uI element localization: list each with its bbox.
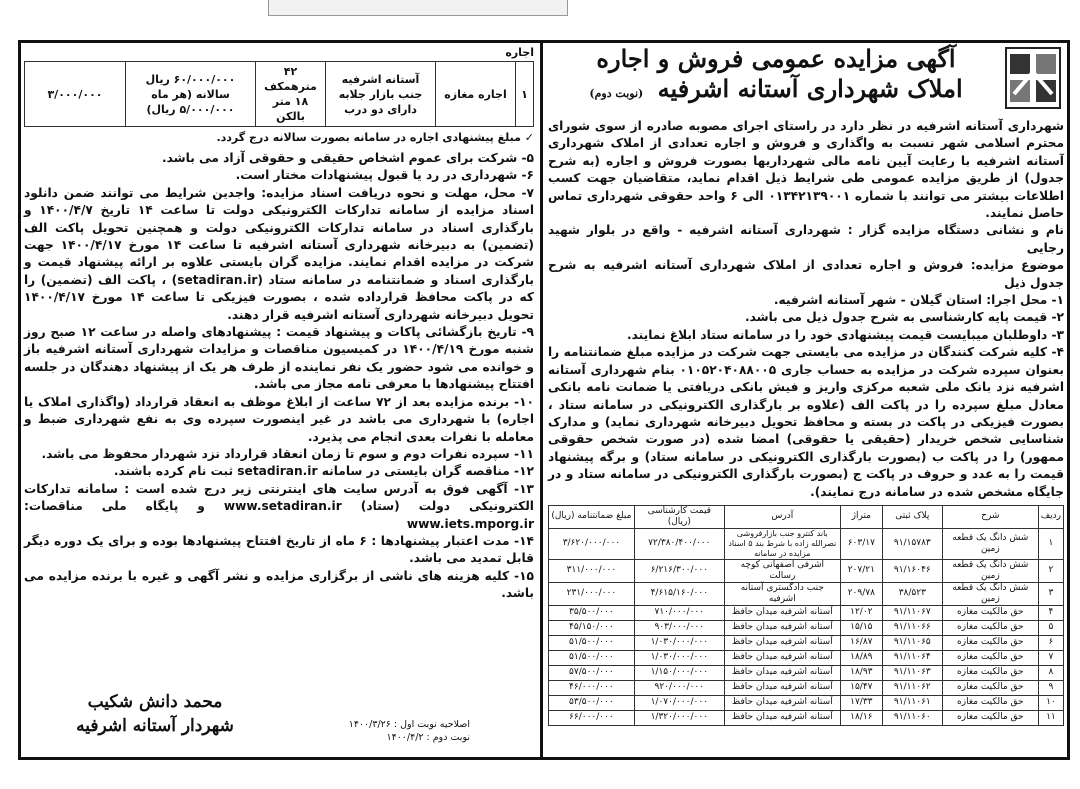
checkmark-icon: ✓ <box>520 131 534 144</box>
cell-plaque: ۹۱/۱۱۰۶۷ <box>882 605 942 620</box>
col-header-plaque: پلاک ثبتی <box>882 505 942 528</box>
cell-row-number: ۳ <box>1038 582 1063 605</box>
cell-appraisal: ۱/۱۵۰/۰۰۰/۰۰۰ <box>634 665 724 680</box>
col-header-row-number: ردیف <box>1038 505 1063 528</box>
cell-appraisal: ۱/۳۲۰/۰۰۰/۰۰۰ <box>634 710 724 725</box>
cell-appraisal: ۴/۶۱۵/۱۶۰/۰۰۰ <box>634 582 724 605</box>
table-row <box>549 650 1064 665</box>
column-divider <box>540 40 543 760</box>
cell-plaque: ۹۱/۱۶۰۴۶ <box>882 559 942 582</box>
cell-guarantee: ۴۶/۰۰۰/۰۰۰ <box>549 680 635 695</box>
condition-10: ۱۰- برنده مزایده بعد از ۷۲ ساعت از ابلاغ موظف به انعقاد قرارداد (واگذاری املاک یا اجاره) با شهرداری می باشد در غیر اینصورت سپرده وی به نفع شهرداری ضبط و معامله با نفرات بعدی انجام می پذیرد. <box>24 394 534 444</box>
cell-address: آستانه اشرفیه میدان حافظ <box>724 665 840 680</box>
cell-area: ۱۸/۱۶ <box>840 710 882 725</box>
cell-area: ۲۰۷/۲۱ <box>840 559 882 582</box>
title-line-2-text: املاک شهرداری آستانه اشرفیه <box>657 74 963 103</box>
condition-9: ۹- تاریخ بازگشائی پاکات و پیشنهاد قیمت : پیشنهادهای واصله در ساعت ۱۲ صبح روز شنبه مورخ ۱۴۰۰/۴/۱۹ در کمیسیون مناقصات و مزایدات شهرداری آستانه اشرفیه باز و خوانده می شود حضور یک نفر نماینده از طرف هر یک از پیشنهاد دهندگان در جلسه افتتاح پیشنهادها با معرفی نامه مجاز می باشد. <box>24 325 534 392</box>
cell-plaque: ۳۸/۵۲۳ <box>882 582 942 605</box>
cell-address: آستانه اشرفیه میدان حافظ <box>724 620 840 635</box>
table-row <box>549 605 1064 620</box>
cell-area: ۱۸/۸۹ <box>840 650 882 665</box>
cell-address: باند کنترو جنب بازارفروشی نصرالله زاده با شرط بند ۵ اسناد مزایده در سامانه <box>724 528 840 559</box>
cell-area: ۱۲/۰۲ <box>840 605 882 620</box>
cell-guarantee: ۵۳/۵۰۰/۰۰۰ <box>549 695 635 710</box>
item-4: ۴- کلیه شرکت کنندگان در مزایده می بایستی جهت شرکت در مزایده مبلغ ضمانتنامه را بعنوان سپرده شرکت در مزایده به حساب جاری ۰۱۰۵۲۰۴۰۸۸۰۰۵ بنام شهرداری آستانه اشرفیه نزد بانک ملی شعبه مرکزی واریز و فیش بانکی دریافتی یا ضمانت نامه بانکی معادل مبلغ سپرده را در پاکت الف (علاوه بر بارگذاری الکترونیکی در سامانه ستاد ، بصورت فیزیکی در پاکت در بسته و محافظ تحویل دبیرخانه شهرداری نماید) و مدارک شناسایی شخص خریدار (حقیقی یا حقوقی) امضا شده (در صورت شخص حقوقی ممهور) را در پاکت ب (بصورت بارگذاری الکترونیکی در سامانه ستاد) و برگه پیشنهاد قیمت را به عدد و حروف در پاکت ج (بصورت بارگذاری الکترونیکی در سامانه ستاد و در جایگاه مشخص شده در سامانه درج نمایند). <box>548 345 1064 499</box>
table-row <box>549 582 1064 605</box>
cell-plaque: ۹۱/۱۱۰۶۵ <box>882 635 942 650</box>
cell-address: آستانه اشرفیه میدان حافظ <box>724 650 840 665</box>
col-header-description: شرح <box>942 505 1038 528</box>
condition-13: ۱۳- آگهی فوق به آدرس سایت های اینترنتی زیر درج شده است : سامانه تدارکات الکترونیکی دولت (ستاد) www.setadiran.ir و پایگاه ملی مناقصات: www.iets.mporg.ir <box>24 481 534 531</box>
col-header-appraisal: قیمت کارشناسی (ریال) <box>634 505 724 528</box>
table-row <box>549 710 1064 725</box>
correction-date: اصلاحیه نوبت اول : ۱۴۰۰/۳/۲۶ <box>348 719 470 730</box>
cell-guarantee: ۳۱۱/۰۰۰/۰۰۰ <box>549 559 635 582</box>
cell-plaque: ۹۱/۱۱۰۶۰ <box>882 710 942 725</box>
condition-14: ۱۴- مدت اعتبار پیشنهادها : ۶ ماه از تاریخ افتتاح پیشنهادها بوده و برای یک دوره دیگر قابل تمدید می باشد. <box>24 533 534 566</box>
top-strip <box>268 0 568 16</box>
item-3: ۳- داوطلبان میبایست قیمت پیشنهادی خود را در سامانه ستاد ابلاغ نمایند. <box>626 327 1064 342</box>
cell-address: آستانه اشرفیه میدان حافظ <box>724 680 840 695</box>
col-header-guarantee: مبلغ ضمانتنامه (ریال) <box>549 505 635 528</box>
signer-name: محمد دانش شکیب <box>87 692 223 712</box>
cell-row-number: ۶ <box>1038 635 1063 650</box>
cell-appraisal: ۹۰۳/۰۰۰/۰۰۰ <box>634 620 724 635</box>
table-header-row <box>549 505 1064 528</box>
cell-address: آستانه اشرفیه میدان حافظ <box>724 695 840 710</box>
table-row <box>549 635 1064 650</box>
notice-header <box>548 46 1064 118</box>
notice-round: (نوبت دوم) <box>589 87 644 100</box>
cell-area: ۲۰۹/۷۸ <box>840 582 882 605</box>
condition-6: ۶- شهرداری در رد یا قبول پیشنهادات مختار است. <box>235 168 534 183</box>
condition-15: ۱۵- کلیه هزینه های ناشی از برگزاری مزایده و نشر آگهی و غیره با برنده مزایده می باشد. <box>24 568 534 601</box>
lease-caption: اجاره <box>505 46 534 59</box>
cell-guarantee: ۴۵/۱۵۰/۰۰۰ <box>549 620 635 635</box>
cell-description: حق مالکیت مغازه <box>942 695 1038 710</box>
left-column <box>24 46 534 603</box>
table-row <box>549 620 1064 635</box>
cell-description: حق مالکیت مغازه <box>942 710 1038 725</box>
cell-appraisal: ۱/۰۷۰/۰۰۰/۰۰۰ <box>634 695 724 710</box>
cell-guarantee: ۶۶/۰۰۰/۰۰۰ <box>549 710 635 725</box>
lease-price: ۶۰/۰۰۰/۰۰۰ ریال سالانه (هر ماه ۵/۰۰۰/۰۰۰ ریال) <box>126 62 256 127</box>
right-column <box>548 46 1064 726</box>
cell-description: حق مالکیت مغازه <box>942 605 1038 620</box>
condition-12: ۱۲- مناقصه گران بایستی در سامانه setadiran.ir ثبت نام کرده باشند. <box>113 464 534 479</box>
cell-description: حق مالکیت مغازه <box>942 665 1038 680</box>
title-line-2 <box>556 74 996 109</box>
item-1: ۱- محل اجرا: استان گیلان - شهر آستانه اشرفیه. <box>773 293 1064 308</box>
lease-area: ۴۲ مترهمکف ۱۸ متر بالکن <box>256 62 326 127</box>
cell-description: شش دانگ یک قطعه زمین <box>942 528 1038 559</box>
subject-line: موضوع مزایده: فروش و اجاره تعدادی از املاک شهرداری آستانه اشرفیه به شرح جدول ذیل <box>548 258 1064 290</box>
table-row <box>549 695 1064 710</box>
intro-paragraph: شهرداری آستانه اشرفیه در نظر دارد در راستای اجرای مصوبه صادره از سوی شورای محترم اسلامی شهر نسبت به واگذاری و فروش و اجاره تعدادی از املاک شهرداری آستانه اشرفیه با رعایت آیین نامه مالی شهرداریها بصورت فروش و اجاره (به شرح جدول) از طریق مزایده عمومی طی شرایط ذیل اقدام نماید، متقاضیان جهت کسب اطلاعات بیشتر می توانند با شماره ۰۱۳۴۲۱۳۹۰۰۱ الی ۶ واحد حقوقی شهرداری تماس حاصل نمایند. <box>548 119 1064 221</box>
cell-description: حق مالکیت مغازه <box>942 680 1038 695</box>
col-header-address: آدرس <box>724 505 840 528</box>
cell-appraisal: ۱/۰۳۰/۰۰۰/۰۰۰ <box>634 650 724 665</box>
notice-title <box>556 44 996 109</box>
lease-address: آستانه اشرفیه جنب بازار جلابه دارای دو درب <box>326 62 436 127</box>
municipality-logo-icon <box>1004 46 1062 110</box>
cell-area: ۱۶/۸۷ <box>840 635 882 650</box>
cell-plaque: ۹۱/۱۱۰۶۶ <box>882 620 942 635</box>
lease-type: اجاره مغازه <box>436 62 516 127</box>
second-round-date: نوبت دوم : ۱۴۰۰/۴/۲ <box>386 732 470 743</box>
table-row <box>549 559 1064 582</box>
cell-row-number: ۴ <box>1038 605 1063 620</box>
cell-row-number: ۲ <box>1038 559 1063 582</box>
cell-description: حق مالکیت مغازه <box>942 650 1038 665</box>
cell-plaque: ۹۱/۱۱۰۶۳ <box>882 665 942 680</box>
cell-guarantee: ۲۳۱/۰۰۰/۰۰۰ <box>549 582 635 605</box>
cell-address: آستانه اشرفیه میدان حافظ <box>724 605 840 620</box>
publication-dates <box>300 718 470 744</box>
cell-plaque: ۹۱/۱۱۰۶۱ <box>882 695 942 710</box>
cell-description: حق مالکیت مغازه <box>942 620 1038 635</box>
table-row <box>549 665 1064 680</box>
cell-area: ۶۰۳/۱۷ <box>840 528 882 559</box>
cell-guarantee: ۵۱/۵۰۰/۰۰۰ <box>549 650 635 665</box>
organizer-line: نام و نشانی دستگاه مزایده گزار : شهرداری آستانه اشرفیه - واقع در بلوار شهید رجایی <box>548 223 1064 255</box>
cell-row-number: ۵ <box>1038 620 1063 635</box>
item-2: ۲- قیمت پایه کارشناسی به شرح جدول ذیل می باشد. <box>744 310 1064 325</box>
cell-address: آستانه اشرفیه میدان حافظ <box>724 635 840 650</box>
cell-plaque: ۹۱/۱۱۰۶۴ <box>882 650 942 665</box>
table-row <box>549 528 1064 559</box>
condition-5: ۵- شرکت برای عموم اشخاص حقیقی و حقوقی آزاد می باشد. <box>161 151 534 165</box>
cell-row-number: ۷ <box>1038 650 1063 665</box>
signature-block <box>60 690 250 738</box>
property-table <box>548 505 1064 726</box>
cell-address: جنب دادگستری آستانه اشرفیه <box>724 582 840 605</box>
table-row <box>25 62 534 127</box>
lease-note-text: مبلغ پیشنهادی اجاره در سامانه بصورت سالانه درج گردد. <box>216 131 521 144</box>
cell-appraisal: ۱/۰۳۰/۰۰۰/۰۰۰ <box>634 635 724 650</box>
lease-row-number: ۱ <box>516 62 534 127</box>
cell-area: ۱۵/۴۷ <box>840 680 882 695</box>
lease-table <box>24 61 534 127</box>
lease-guarantee: ۳/۰۰۰/۰۰۰ <box>25 62 126 127</box>
cell-address: آستانه اشرفیه میدان حافظ <box>724 710 840 725</box>
cell-guarantee: ۳۵/۵۰۰/۰۰۰ <box>549 605 635 620</box>
condition-7-8: ۷- محل، مهلت و نحوه دریافت اسناد مزایده: واجدین شرایط می توانند ضمن دانلود اسناد مزایده از سامانه تدارکات الکترونیکی دولت تا ساعت ۱۴ تاریخ ۱۴۰۰/۴/۷ و بارگذاری اسناد در سامانه تدارکات الکترونیکی دولت و همچنین تحویل پاکت الف (تضمین) به دبیرخانه شهرداری آستانه اشرفیه تا ساعت ۱۴ مورخ ۱۴۰۰/۴/۱۷ جهت شرکت در مزایده اقدام نمایند. مزایده گران بایستی علاوه بر ارائه پیشنهاد قیمت و بارگذاری اسناد و ضمانتنامه در سامانه ستاد (setadiran.ir) ، پاکت الف (تضمین) را که در پاکت محافظ قرارداده شده ، بصورت فیزیکی تا ساعت ۱۴ مورخ ۱۴۰۰/۴/۱۷ تحویل دبیرخانه شهرداری آستانه اشرفیه قرار دهند. <box>24 185 534 322</box>
cell-guarantee: ۵۷/۵۰۰/۰۰۰ <box>549 665 635 680</box>
condition-11: ۱۱- سپرده نفرات دوم و سوم تا زمان انعقاد قرارداد نزد شهردار محفوظ می باشد. <box>41 446 534 461</box>
lease-note <box>24 131 534 144</box>
cell-description: شش دانگ یک قطعه زمین <box>942 559 1038 582</box>
cell-area: ۱۵/۱۵ <box>840 620 882 635</box>
cell-address: اشرفی اصفهانی کوچه رسالت <box>724 559 840 582</box>
property-table-body <box>549 528 1064 725</box>
table-row <box>549 680 1064 695</box>
cell-guarantee: ۵۱/۵۰۰/۰۰۰ <box>549 635 635 650</box>
cell-row-number: ۹ <box>1038 680 1063 695</box>
cell-description: حق مالکیت مغازه <box>942 635 1038 650</box>
cell-plaque: ۹۱/۱۵۷۸۳ <box>882 528 942 559</box>
cell-area: ۱۷/۳۳ <box>840 695 882 710</box>
cell-area: ۱۸/۹۳ <box>840 665 882 680</box>
cell-row-number: ۸ <box>1038 665 1063 680</box>
title-line-1: آگهی مزایده عمومی فروش و اجاره <box>596 44 956 73</box>
cell-row-number: ۱۱ <box>1038 710 1063 725</box>
cell-appraisal: ۶/۲۱۶/۳۰۰/۰۰۰ <box>634 559 724 582</box>
cell-plaque: ۹۱/۱۱۰۶۲ <box>882 680 942 695</box>
cell-description: شش دانگ یک قطعه زمین <box>942 582 1038 605</box>
cell-appraisal: ۷۲/۳۸۰/۴۰۰/۰۰۰ <box>634 528 724 559</box>
cell-appraisal: ۹۲۰/۰۰۰/۰۰۰ <box>634 680 724 695</box>
cell-appraisal: ۷۱۰/۰۰۰/۰۰۰ <box>634 605 724 620</box>
cell-row-number: ۱ <box>1038 528 1063 559</box>
cell-guarantee: ۳/۶۲۰/۰۰۰/۰۰۰ <box>549 528 635 559</box>
col-header-area: متراژ <box>840 505 882 528</box>
cell-row-number: ۱۰ <box>1038 695 1063 710</box>
signer-role: شهردار آستانه اشرفیه <box>76 716 234 736</box>
